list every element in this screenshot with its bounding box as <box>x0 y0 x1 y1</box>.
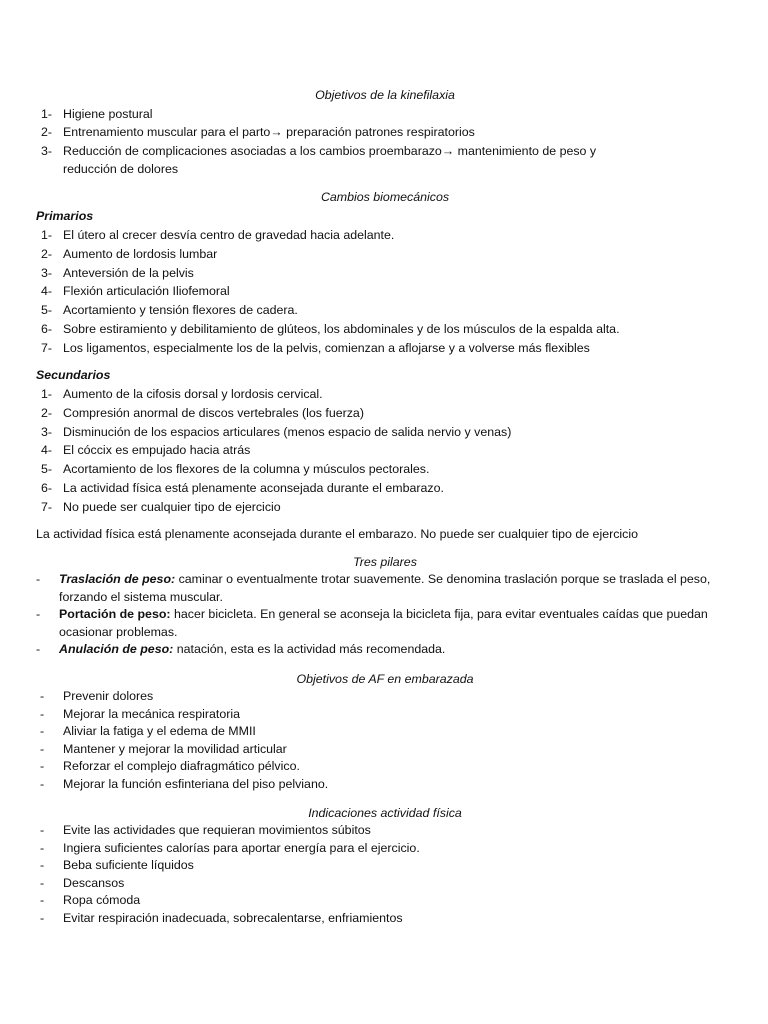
list-item: - Prevenir dolores <box>40 689 154 703</box>
list-item: - Evite las actividades que requieran movimientos súbitos <box>40 823 371 837</box>
list-item: 4- Flexión articulación Iliofemoral <box>41 284 230 299</box>
body-paragraph: La actividad física está plenamente aconsejada durante el embarazo. No puede ser cualquier tipo de ejercicio <box>36 527 639 541</box>
list-item: 4- El cóccix es empujado hacia atrás <box>41 443 251 458</box>
list-item: 5- Acortamiento de los flexores de la columna y músculos pectorales. <box>41 462 430 477</box>
list-item: 6- Sobre estiramiento y debilitamiento de glúteos, los abdominales y de los músculos de la espalda alta. <box>41 321 620 336</box>
indicaciones-list <box>0 822 768 928</box>
list-item: 2- Entrenamiento muscular para el parto→ preparación patrones respiratorios <box>41 125 475 140</box>
list-item: 5- Acortamiento y tensión flexores de cadera. <box>41 303 298 318</box>
kinefilaxia-list <box>0 105 768 179</box>
list-item: 1- Higiene postural <box>41 107 153 121</box>
subheading-secundarios: Secundarios <box>36 368 111 382</box>
secundarios-list <box>0 385 768 517</box>
term-portacion: Portación de peso: <box>59 607 171 622</box>
list-item: 6- La actividad física está plenamente aconsejada durante el embarazo. <box>41 480 444 495</box>
list-item: 3- Anteversión de la pelvis <box>41 265 194 280</box>
list-item: - Ropa cómoda <box>40 893 141 908</box>
list-item: - Beba suficiente líquidos <box>40 858 194 873</box>
section-title-cambios: Cambios biomecánicos <box>320 190 450 204</box>
list-item: 3- Disminución de los espacios articulares (menos espacio de salida nervio y venas) <box>41 424 512 439</box>
term-anulacion: Anulación de peso: <box>59 642 174 657</box>
subheading-primarios: Primarios <box>36 209 94 223</box>
list-item: - Descansos <box>40 875 125 890</box>
section-title-indicaciones: Indicaciones actividad física <box>308 806 462 820</box>
section-title-objetivos-af: Objetivos de AF en embarazada <box>296 672 474 686</box>
list-item: - Mejorar la función esfinteriana del piso pelviano. <box>40 776 329 791</box>
list-item: - Reforzar el complejo diafragmático pélvico. <box>40 759 300 774</box>
list-item: - Aliviar la fatiga y el edema de MMII <box>40 724 256 739</box>
list-item: - Mejorar la mecánica respiratoria <box>40 706 240 721</box>
list-item: - Portación de peso: hacer bicicleta. En general se aconseja la bicicleta fija, para evitar eventuales caídas que puedan ocasionar problemas. <box>36 607 708 639</box>
list-item: - Anulación de peso: natación, esta es la actividad más recomendada. <box>36 642 446 657</box>
list-item: 1- El útero al crecer desvía centro de gravedad hacia adelante. <box>41 228 395 242</box>
objetivos-af-list <box>0 688 768 794</box>
list-item: - Mantener y mejorar la movilidad articular <box>40 741 287 756</box>
list-item: 1- Aumento de la cifosis dorsal y lordosis cervical. <box>41 387 323 401</box>
list-item: - Evitar respiración inadecuada, sobrecalentarse, enfriamientos <box>40 910 403 925</box>
list-item: 7- No puede ser cualquier tipo de ejercicio <box>41 499 281 514</box>
section-title-kinefilaxia: Objetivos de la kinefilaxia <box>315 88 455 102</box>
list-item: - Ingiera suficientes calorías para aportar energía para el ejercicio. <box>40 840 420 855</box>
term-traslacion: Traslación de peso: <box>59 572 176 586</box>
list-item: 7- Los ligamentos, especialmente los de la pelvis, comienzan a aflojarse y a volverse más flexibles <box>41 340 590 355</box>
pilares-list <box>0 571 768 659</box>
list-item: - Traslación de peso: caminar o eventualmente trotar suavemente. Se denomina traslación porque se traslada el peso, forzando el sistema muscular. <box>36 572 711 604</box>
primarios-list <box>0 226 768 358</box>
list-item: 2- Aumento de lordosis lumbar <box>41 246 218 261</box>
section-title-tres-pilares: Tres pilares <box>353 555 417 569</box>
list-item: 3- Reducción de complicaciones asociadas a los cambios proembarazo→ mantenimiento de peso y reducción de dolores <box>41 143 597 177</box>
list-item: 2- Compresión anormal de discos vertebrales (los fuerza) <box>41 405 364 420</box>
